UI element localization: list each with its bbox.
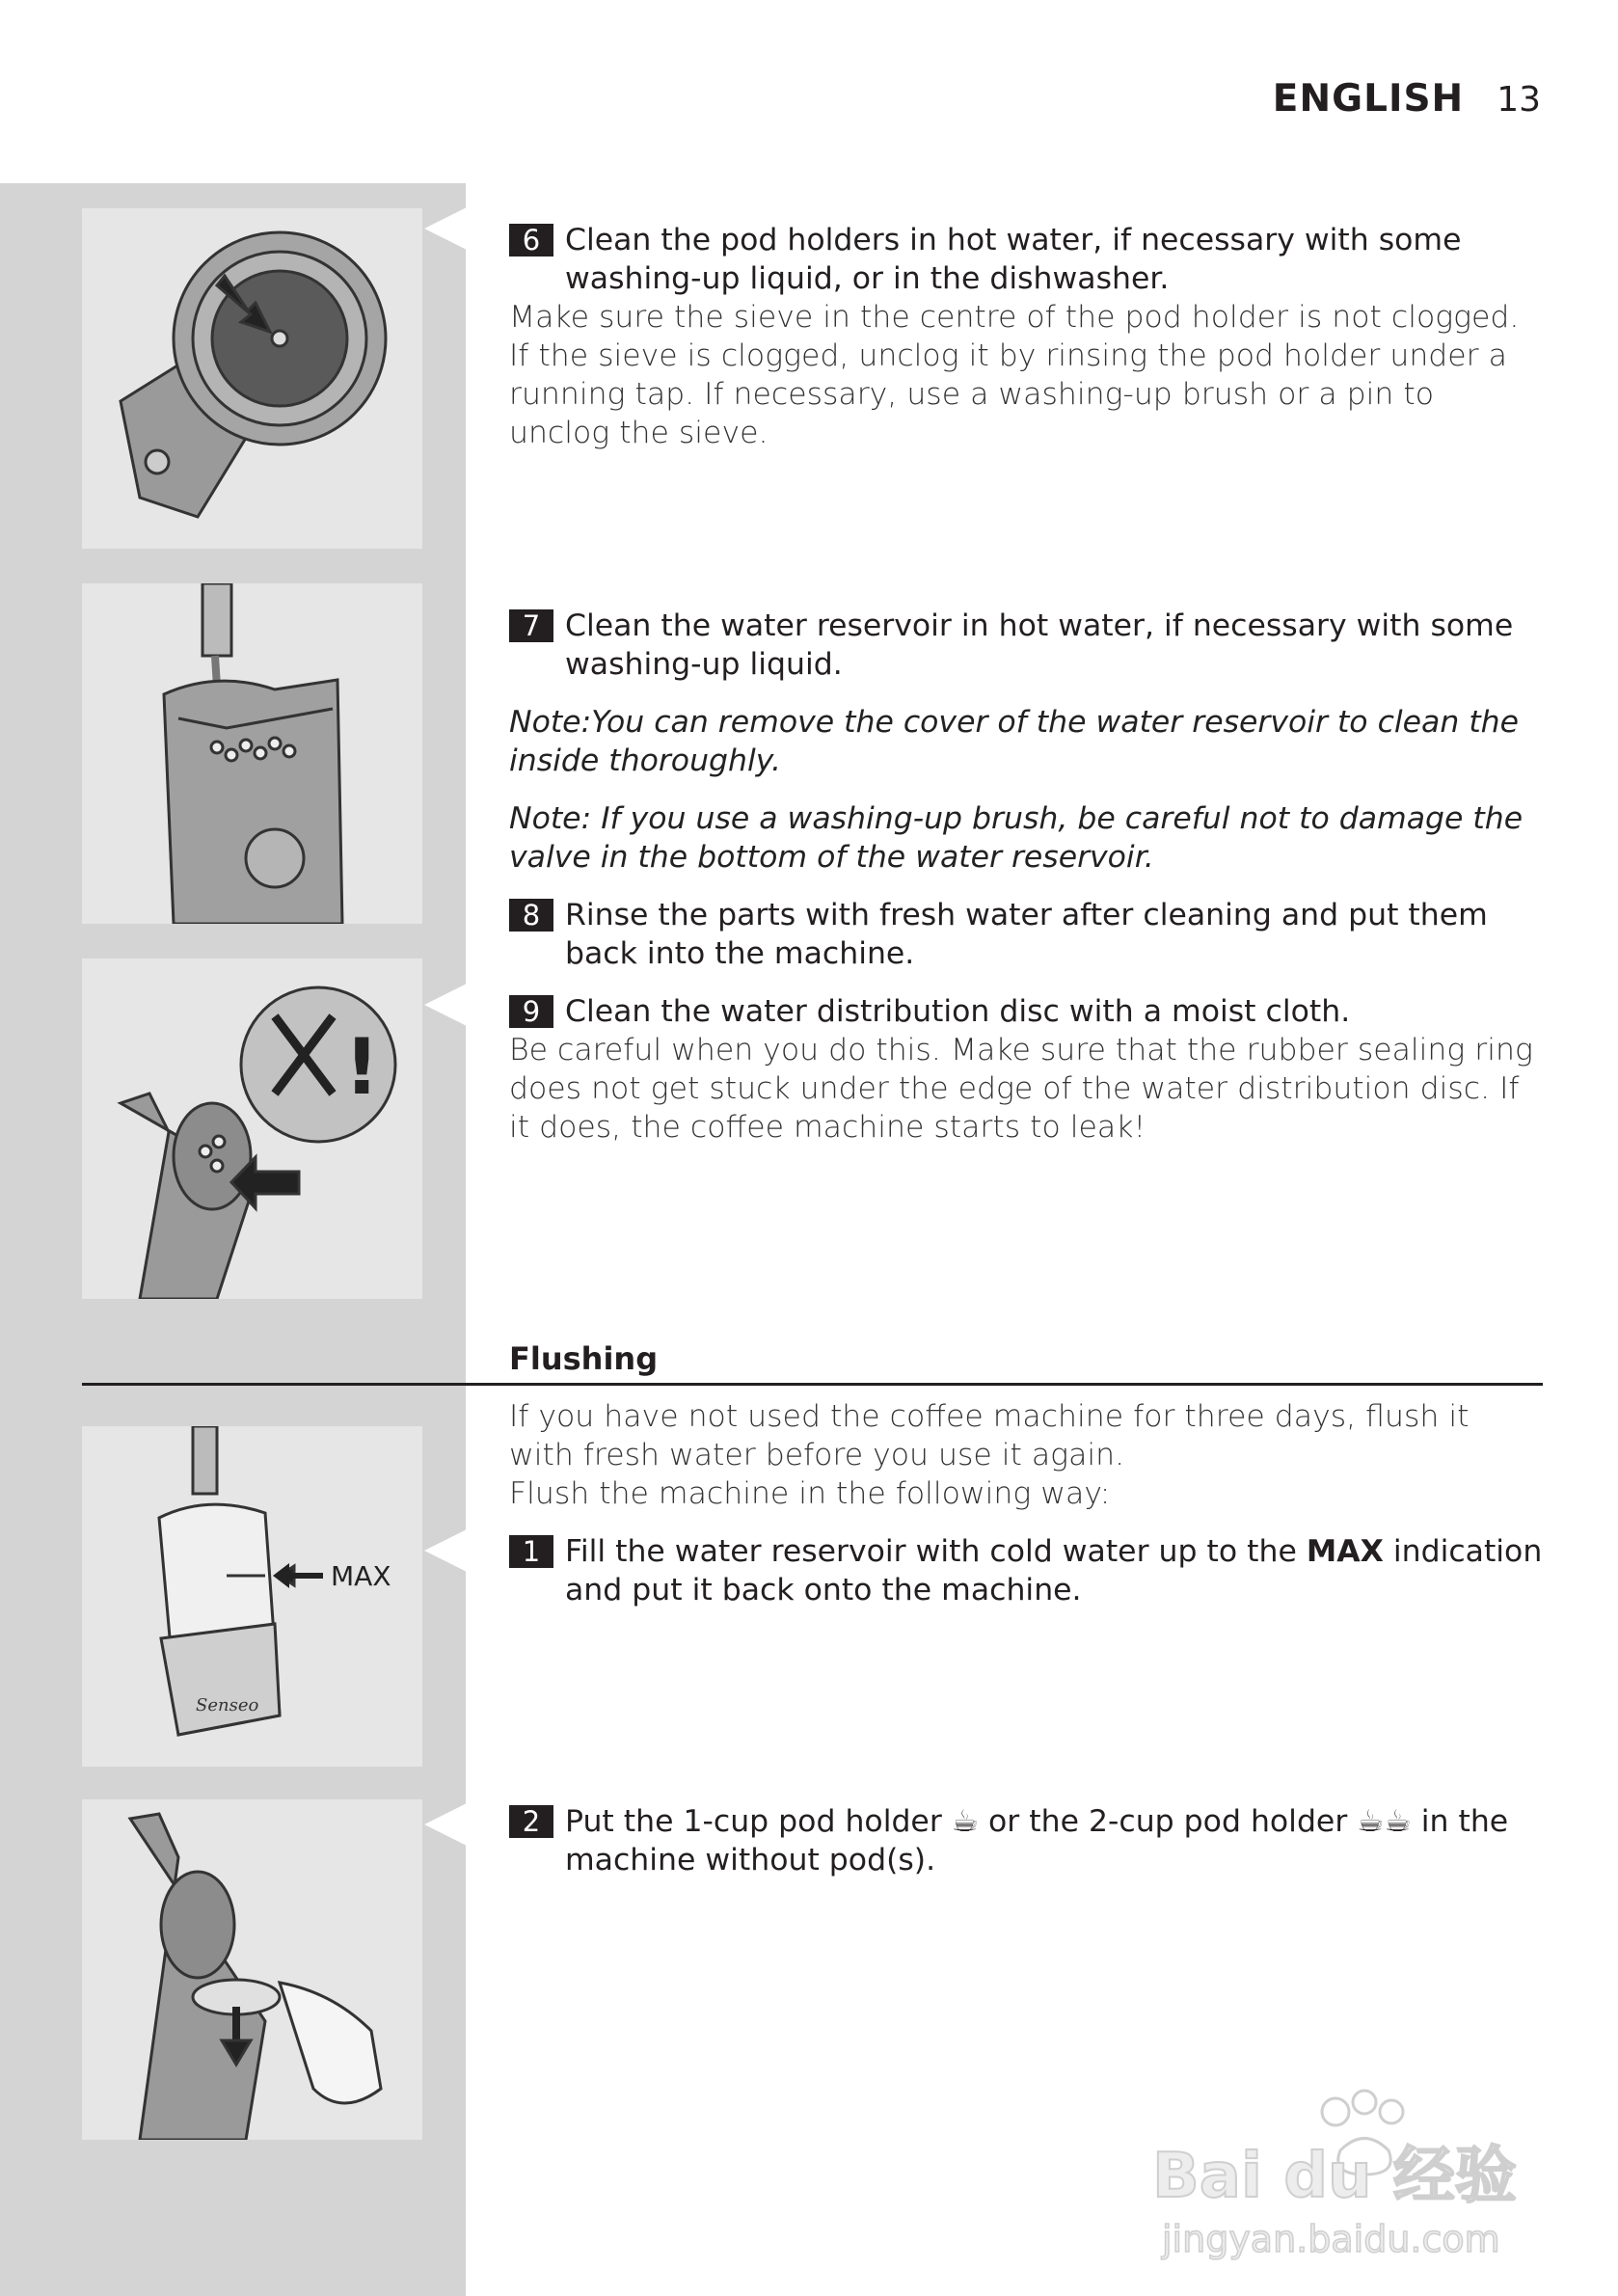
insert-pod-holder-illustration bbox=[82, 1799, 422, 2140]
step-detail: Make sure the sieve in the centre of the pod holder is not clogged. If the sieve is clogged, unclog it by rinsing the pod holder under a running tap. If necessary, use a washing-up brush or a pin to unclog the sieve. bbox=[509, 300, 1520, 450]
section-title: Flushing bbox=[509, 1340, 659, 1377]
arrow-notch bbox=[424, 1529, 467, 1572]
section-divider bbox=[82, 1383, 1543, 1386]
step-number: 9 bbox=[509, 995, 553, 1028]
distribution-disc-illustration bbox=[82, 959, 422, 1299]
baidu-watermark bbox=[1152, 2083, 1538, 2266]
arrow-notch bbox=[424, 984, 467, 1026]
flushing-content bbox=[509, 1397, 1543, 1609]
step-text: Clean the pod holders in hot water, if necessary with some washing-up liquid, or in the dishwasher. bbox=[565, 223, 1462, 296]
flushing-intro: Flush the machine in the following way: bbox=[509, 1476, 1111, 1511]
reservoir-max-illustration bbox=[82, 1426, 422, 1767]
step-text: Fill the water reservoir with cold water up to the MAX indication and put it back onto the machine. bbox=[565, 1534, 1543, 1607]
svg-text:!: ! bbox=[344, 1022, 380, 1112]
note: Note: If you use a washing-up brush, be careful not to damage the valve in the bottom of the water reservoir. bbox=[509, 801, 1524, 875]
step-9 bbox=[509, 992, 1543, 1031]
step-number: 2 bbox=[509, 1805, 553, 1838]
flushing-step-2 bbox=[509, 1802, 1543, 1879]
step-text: Put the 1-cup pod holder ☕ or the 2-cup pod holder ☕☕ in the machine without pod(s). bbox=[565, 1804, 1509, 1877]
step-number: 8 bbox=[509, 899, 553, 932]
pod-holder-illustration bbox=[82, 208, 422, 549]
step-number: 6 bbox=[509, 224, 553, 257]
page-number: 13 bbox=[1497, 80, 1541, 120]
arrow-notch bbox=[424, 1803, 467, 1846]
step-7 bbox=[509, 607, 1543, 1147]
step-6 bbox=[509, 221, 1543, 452]
arrow-notch bbox=[424, 207, 467, 250]
watermark-logo: Bai du 经验 bbox=[1152, 2141, 1517, 2212]
step-number: 1 bbox=[509, 1535, 553, 1568]
step-detail: Be careful when you do this. Make sure that the rubber sealing ring does not get stuck under the edge of the water distribution disc. If it does, the coffee machine starts to leak! bbox=[509, 1033, 1533, 1145]
step-text: Clean the water reservoir in hot water, if necessary with some washing-up liquid. bbox=[565, 608, 1514, 682]
max-label: MAX bbox=[331, 1560, 391, 1592]
brand-label: Senseo bbox=[196, 1695, 259, 1715]
watermark-url: jingyan.baidu.com bbox=[1162, 2218, 1500, 2260]
note: Note:You can remove the cover of the water reservoir to clean the inside thoroughly. bbox=[509, 705, 1520, 778]
page-header bbox=[1273, 77, 1541, 121]
flushing-intro: If you have not used the coffee machine for three days, flush it with fresh water before you use it again. bbox=[509, 1399, 1470, 1472]
flushing-step-1 bbox=[509, 1532, 1543, 1609]
language-label: ENGLISH bbox=[1272, 77, 1465, 121]
step-text: Clean the water distribution disc with a moist cloth. bbox=[565, 994, 1351, 1029]
step-number: 7 bbox=[509, 609, 553, 642]
reservoir-tap-illustration bbox=[82, 583, 422, 924]
step-text: Rinse the parts with fresh water after cleaning and put them back into the machine. bbox=[565, 898, 1488, 971]
step-8 bbox=[509, 896, 1543, 973]
